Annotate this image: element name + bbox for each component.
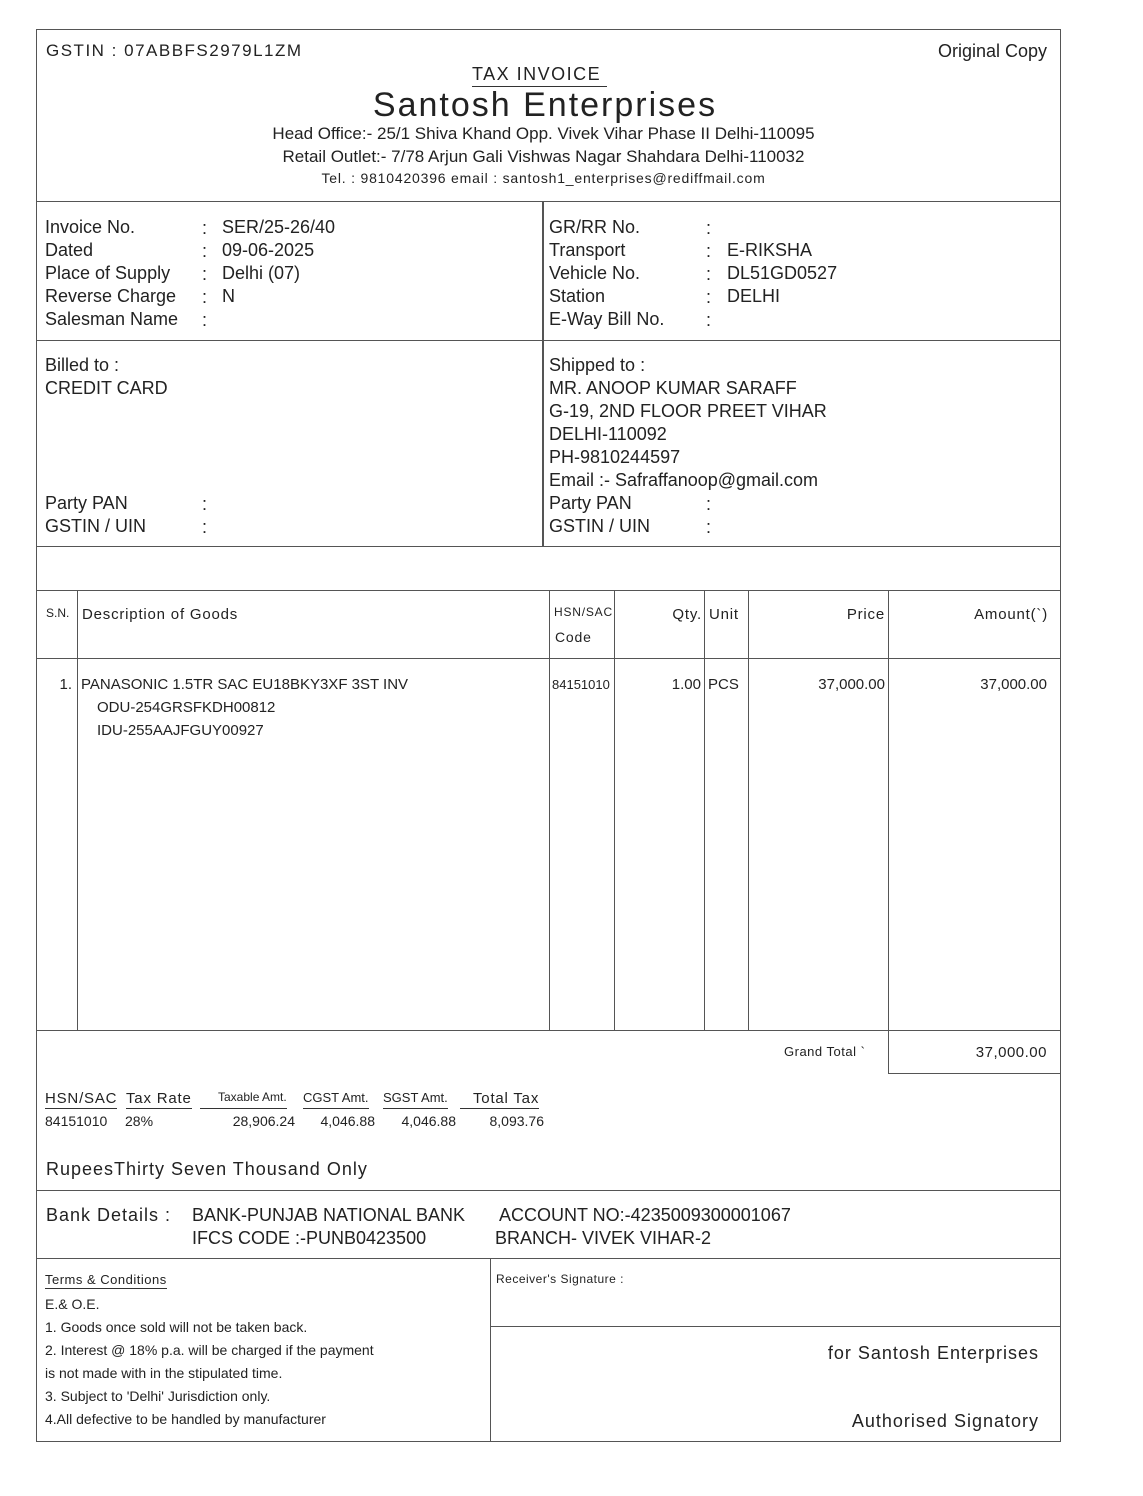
divider xyxy=(36,1030,1060,1031)
label: Transport xyxy=(549,240,626,260)
tax-col-rate: Tax Rate xyxy=(126,1090,192,1107)
row-unit: PCS xyxy=(708,676,739,693)
head-office: Head Office:- 25/1 Shiva Khand Opp. Vivek Vihar Phase II Delhi-110095 xyxy=(272,124,815,143)
copy-label: Original Copy xyxy=(937,41,1047,61)
invoice-date: 09-06-2025 xyxy=(222,240,315,260)
col-hsn: HSN/SAC xyxy=(554,605,613,619)
label: Salesman Name xyxy=(45,309,179,329)
terms-title: Terms & Conditions xyxy=(45,1272,167,1287)
label: Reverse Charge xyxy=(45,286,177,306)
tax-col-taxable: Taxable Amt. xyxy=(200,1090,287,1109)
cgst-amount: 4,046.88 xyxy=(320,1113,375,1129)
col-unit: Unit xyxy=(709,606,739,623)
divider xyxy=(36,658,1060,659)
col-code: Code xyxy=(555,629,592,645)
divider xyxy=(614,590,615,1030)
tax-col-cgst: CGST Amt. xyxy=(303,1090,369,1109)
for-company: for Santosh Enterprises xyxy=(827,1343,1039,1363)
bank-label: Bank Details : xyxy=(46,1205,172,1225)
gstin: GSTIN : 07ABBFS2979L1ZM xyxy=(46,41,303,60)
col-description: Description of Goods xyxy=(82,606,239,623)
row-serial: IDU-255AAJFGUY00927 xyxy=(97,722,264,739)
tax-col-total: Total Tax xyxy=(460,1090,539,1109)
colons: : : : : : xyxy=(202,218,208,330)
tax-col-sgst: SGST Amt. xyxy=(383,1090,448,1109)
terms-line: is not made with in the stipulated time. xyxy=(45,1365,283,1381)
doc-title: TAX INVOICE xyxy=(472,64,607,87)
station: DELHI xyxy=(727,286,781,306)
terms-line: 2. Interest @ 18% p.a. will be charged if the payment xyxy=(45,1342,374,1358)
contact: Tel. : 9810420396 email : santosh1_enterprises@rediffmail.com xyxy=(321,170,766,186)
colons: : : : : : xyxy=(706,218,712,330)
label: Station xyxy=(549,286,606,306)
company-name: Santosh Enterprises xyxy=(372,86,718,124)
terms-line: 3. Subject to 'Delhi' Jurisdiction only. xyxy=(45,1388,271,1404)
bank-name: BANK-PUNJAB NATIONAL BANK xyxy=(192,1205,466,1225)
divider xyxy=(36,590,1060,591)
place-of-supply: Delhi (07) xyxy=(222,263,301,283)
billed-gstin-label: GSTIN / UIN xyxy=(45,516,147,536)
reverse-charge: N xyxy=(222,286,235,306)
shipped-line: DELHI-110092 xyxy=(549,424,667,444)
colons: : : xyxy=(202,494,208,537)
shipped-line: MR. ANOOP KUMAR SARAFF xyxy=(549,378,797,398)
divider xyxy=(704,590,705,1030)
row-qty: 1.00 xyxy=(671,676,701,693)
billed-to-title: Billed to : xyxy=(45,355,120,375)
col-amount: Amount(`) xyxy=(974,606,1048,623)
grand-total-value: 37,000.00 xyxy=(975,1044,1047,1061)
tax-hsn: 84151010 xyxy=(45,1113,108,1129)
divider xyxy=(490,1258,491,1442)
amount-in-words: RupeesThirty Seven Thousand Only xyxy=(46,1159,368,1179)
invoice-number: SER/25-26/40 xyxy=(222,217,336,237)
divider xyxy=(490,1326,1060,1327)
receiver-signature-label: Receiver's Signature : xyxy=(496,1272,625,1286)
label: Vehicle No. xyxy=(549,263,641,283)
branch: BRANCH- VIVEK VIHAR-2 xyxy=(495,1228,712,1248)
col-qty: Qty. xyxy=(672,606,702,623)
sgst-amount: 4,046.88 xyxy=(401,1113,456,1129)
divider xyxy=(77,590,78,1030)
divider xyxy=(542,201,544,546)
transport: E-RIKSHA xyxy=(727,240,813,260)
row-price: 37,000.00 xyxy=(818,676,885,693)
authorised-signatory: Authorised Signatory xyxy=(851,1411,1039,1431)
row-sn: 1. xyxy=(59,676,72,693)
terms-line: 4.All defective to be handled by manufacturer xyxy=(45,1411,326,1427)
row-serial: ODU-254GRSFKDH00812 xyxy=(97,699,276,716)
divider xyxy=(888,1073,1060,1074)
shipped-line: Email :- Safraffanoop@gmail.com xyxy=(549,470,819,490)
vehicle-number: DL51GD0527 xyxy=(727,263,838,283)
total-tax: 8,093.76 xyxy=(489,1113,544,1129)
colons: : : xyxy=(706,494,712,537)
label: Place of Supply xyxy=(45,263,171,283)
account-number: ACCOUNT NO:-4235009300001067 xyxy=(499,1205,791,1225)
label: Dated xyxy=(45,240,94,260)
tax-col-hsn: HSN/SAC xyxy=(45,1090,118,1107)
divider xyxy=(36,201,1060,202)
divider xyxy=(549,590,550,1030)
divider xyxy=(36,546,1060,547)
divider xyxy=(36,340,1060,341)
shipped-line: G-19, 2ND FLOOR PREET VIHAR xyxy=(549,401,827,421)
retail-outlet: Retail Outlet:- 7/78 Arjun Gali Vishwas Nagar Shahdara Delhi-110032 xyxy=(282,147,805,166)
row-description: PANASONIC 1.5TR SAC EU18BKY3XF 3ST INV xyxy=(81,676,409,693)
billed-pan-label: Party PAN xyxy=(45,493,128,513)
divider xyxy=(748,590,749,1030)
terms-line: 1. Goods once sold will not be taken back. xyxy=(45,1319,308,1335)
label: Invoice No. xyxy=(45,217,136,237)
divider xyxy=(888,590,889,1030)
divider xyxy=(36,1258,1060,1259)
shipped-to-title: Shipped to : xyxy=(549,355,646,375)
shipped-pan-label: Party PAN xyxy=(549,493,632,513)
taxable-amount: 28,906.24 xyxy=(232,1113,295,1129)
shipped-gstin-label: GSTIN / UIN xyxy=(549,516,651,536)
shipped-line: PH-9810244597 xyxy=(549,447,681,467)
ifsc-code: IFCS CODE :-PUNB0423500 xyxy=(192,1228,427,1248)
grand-total-label: Grand Total ` xyxy=(784,1044,866,1059)
terms-line: E.& O.E. xyxy=(45,1296,100,1312)
label: GR/RR No. xyxy=(549,217,641,237)
row-hsn: 84151010 xyxy=(552,677,610,692)
col-sn: S.N. xyxy=(46,606,70,620)
tax-rate: 28% xyxy=(125,1113,154,1129)
billed-to-name: CREDIT CARD xyxy=(45,378,168,398)
row-amount: 37,000.00 xyxy=(980,676,1047,693)
col-price: Price xyxy=(846,606,885,623)
divider xyxy=(36,1190,1060,1191)
label: E-Way Bill No. xyxy=(549,309,665,329)
